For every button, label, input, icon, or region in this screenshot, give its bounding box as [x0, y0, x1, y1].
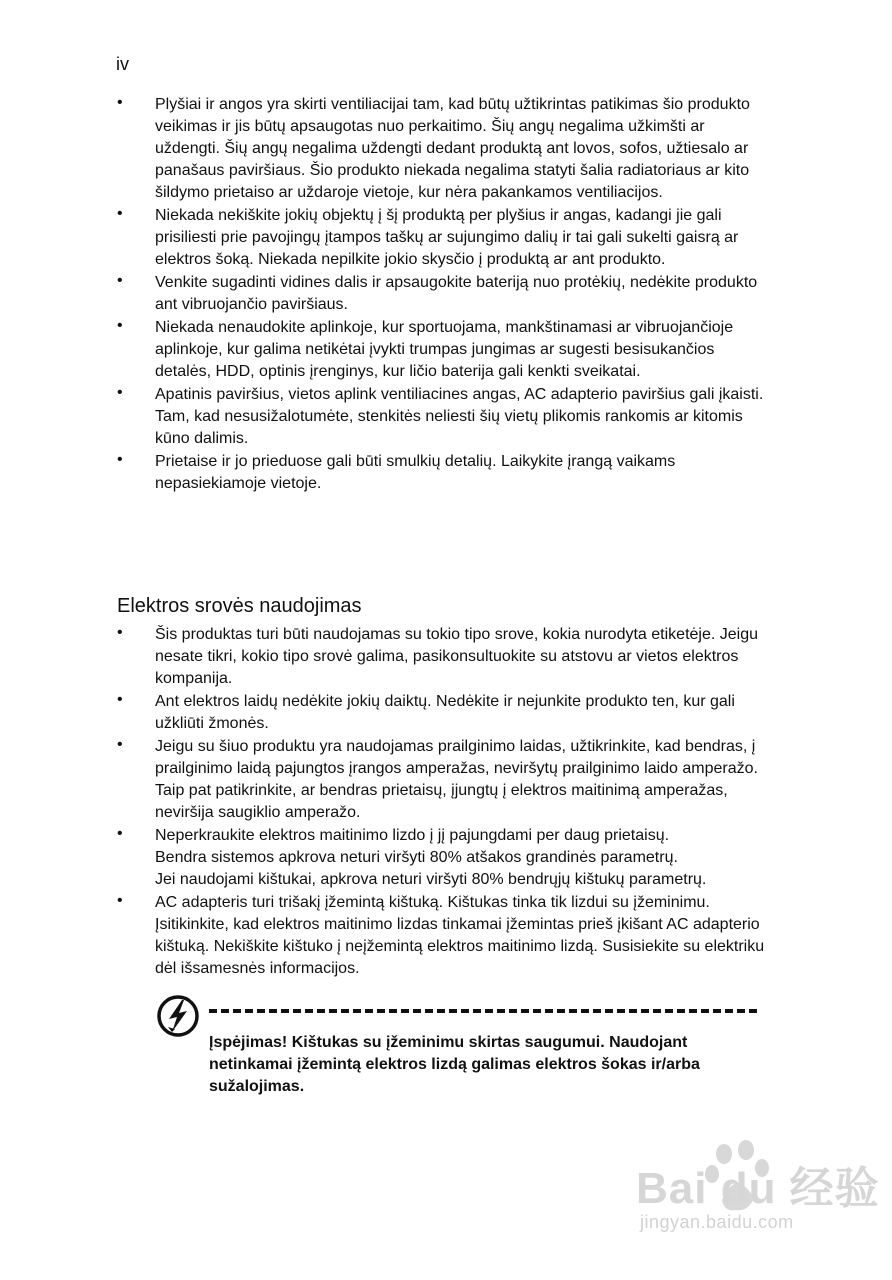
list-item-text: Šis produktas turi būti naudojamas su tokio tipo srove, kokia nurodyta etiketėje. Jeigu nesate tikri, kokio tipo srovė galima, pasikonsultuokite su atstovu ar vietos elektros kompanija.	[155, 626, 758, 687]
section-heading: Elektros srovės naudojimas	[117, 595, 362, 617]
warning-text: Įspėjimas! Kištukas su įžeminimu skirtas saugumui. Naudojant netinkamai įžemintą elektros lizdą galimas elektros šokas ir/arba sužalojimas.	[209, 1034, 700, 1095]
bullet-marker: •	[117, 451, 123, 468]
list-item-text: Jeigu su šiuo produktu yra naudojamas prailginimo laidas, užtikrinkite, kad bendras, į prailginimo laidą pajungtos įrangos amperažas, neviršytų prailginimo laido amperažo. Taip pat patikrinkite, ar bendras prietaisų, įjungtų į elektros maitinimą amperažas, neviršija saugiklio amperažo.	[155, 738, 758, 821]
list-item	[117, 892, 767, 980]
list-item	[117, 384, 767, 450]
list-item-line: Neperkraukite elektros maitinimo lizdo į jį pajungdami per daug prietaisų.	[155, 827, 670, 844]
bullet-marker: •	[117, 892, 123, 909]
watermark	[636, 1140, 880, 1250]
safety-bullet-list	[117, 94, 767, 496]
bullet-marker: •	[117, 691, 123, 708]
list-item	[117, 691, 767, 735]
list-item-text: Prietaise ir jo prieduose gali būti smulkių detalių. Laikykite įrangą vaikams nepasiekiamoje vietoje.	[155, 453, 676, 492]
bullet-marker: •	[117, 624, 123, 641]
page-number: iv	[116, 54, 129, 74]
list-item-text: Apatinis paviršius, vietos aplink ventiliacines angas, AC adapterio paviršius gali įkaisti. Tam, kad nesusižalotumėte, stenkitės neliesti šių vietų plikomis rankomis ar kitomis kūno dalimis.	[155, 386, 764, 447]
list-item	[117, 317, 767, 383]
list-item	[117, 272, 767, 316]
bullet-marker: •	[117, 272, 123, 289]
bullet-marker: •	[117, 317, 123, 334]
list-item-text: Niekada nekiškite jokių objektų į šį produktą per plyšius ir angas, kadangi jie gali prisiliesti prie pavojingų įtampos taškų ar sujungimo dalių ir tai gali sukelti gaisrą ar elektros šoką. Niekada nepilkite jokio skysčio į produktą ar ant produkto.	[155, 207, 739, 268]
list-item	[117, 825, 767, 891]
list-item-text	[155, 825, 767, 891]
bullet-marker: •	[117, 205, 123, 222]
bullet-marker: •	[117, 384, 123, 401]
watermark-url: jingyan.baidu.com	[640, 1212, 794, 1232]
warning-callout	[156, 994, 768, 1104]
list-item	[117, 624, 767, 690]
list-item	[117, 94, 767, 204]
list-item-text: Niekada nenaudokite aplinkoje, kur sportuojama, mankštinamasi ar vibruojančioje aplinkoje, kur galima netikėtai įvykti trumpas jungimas ar sugesti besisukančios detalės, HDD, optinis įrenginys, kur ličio baterija gali kenkti sveikatai.	[155, 319, 734, 380]
list-item	[117, 451, 767, 495]
list-item-text: Ant elektros laidų nedėkite jokių daiktų. Nedėkite ir nejunkite produkto ten, kur gali užkliūti žmonės.	[155, 693, 735, 732]
list-item-line: Bendra sistemos apkrova neturi viršyti 80% atšakos grandinės parametrų.	[155, 849, 678, 866]
list-item-text: AC adapteris turi trišakį įžemintą kištuką. Kištukas tinka tik lizdui su įžeminimu. Įsitikinkite, kad elektros maitinimo lizdas tinkamai įžemintas prieš įkišant AC adapterio kištuką. Nekiškite kištuko į neįžemintą elektros maitinimo lizdą. Susisiekite su elektriku dėl išsamesnės informacijos.	[155, 894, 765, 977]
bullet-marker: •	[117, 736, 123, 753]
list-item-line: Jei naudojami kištukai, apkrova neturi viršyti 80% bendrųjų kištukų parametrų.	[155, 871, 707, 888]
list-item-text: Plyšiai ir angos yra skirti ventiliacijai tam, kad būtų užtikrintas patikimas šio produkto veikimas ir jis būtų apsaugotas nuo perkaitimo. Šių angų negalima užkimšti ar uždengti. Šių angų negalima uždengti dedant produktą ant lovos, sofos, užtiesalo ar panašaus paviršiaus. Šio produkto niekada negalima statyti šalia radiatoriaus ar kito šildymo prietaiso ar uždaroje vietoje, kur nėra pakankamos ventiliacijos.	[155, 96, 750, 201]
list-item	[117, 736, 767, 824]
watermark-logo: Bai du 经验	[636, 1164, 880, 1213]
electric-shock-warning-icon	[156, 994, 200, 1038]
list-item	[117, 205, 767, 271]
bullet-marker: •	[117, 825, 123, 842]
list-item-text: Venkite sugadinti vidines dalis ir apsaugokite bateriją nuo protėkių, nedėkite produkto ant vibruojančio paviršiaus.	[155, 274, 758, 313]
bullet-marker: •	[117, 94, 123, 111]
warning-divider	[209, 1009, 757, 1013]
power-bullet-list	[117, 624, 767, 981]
